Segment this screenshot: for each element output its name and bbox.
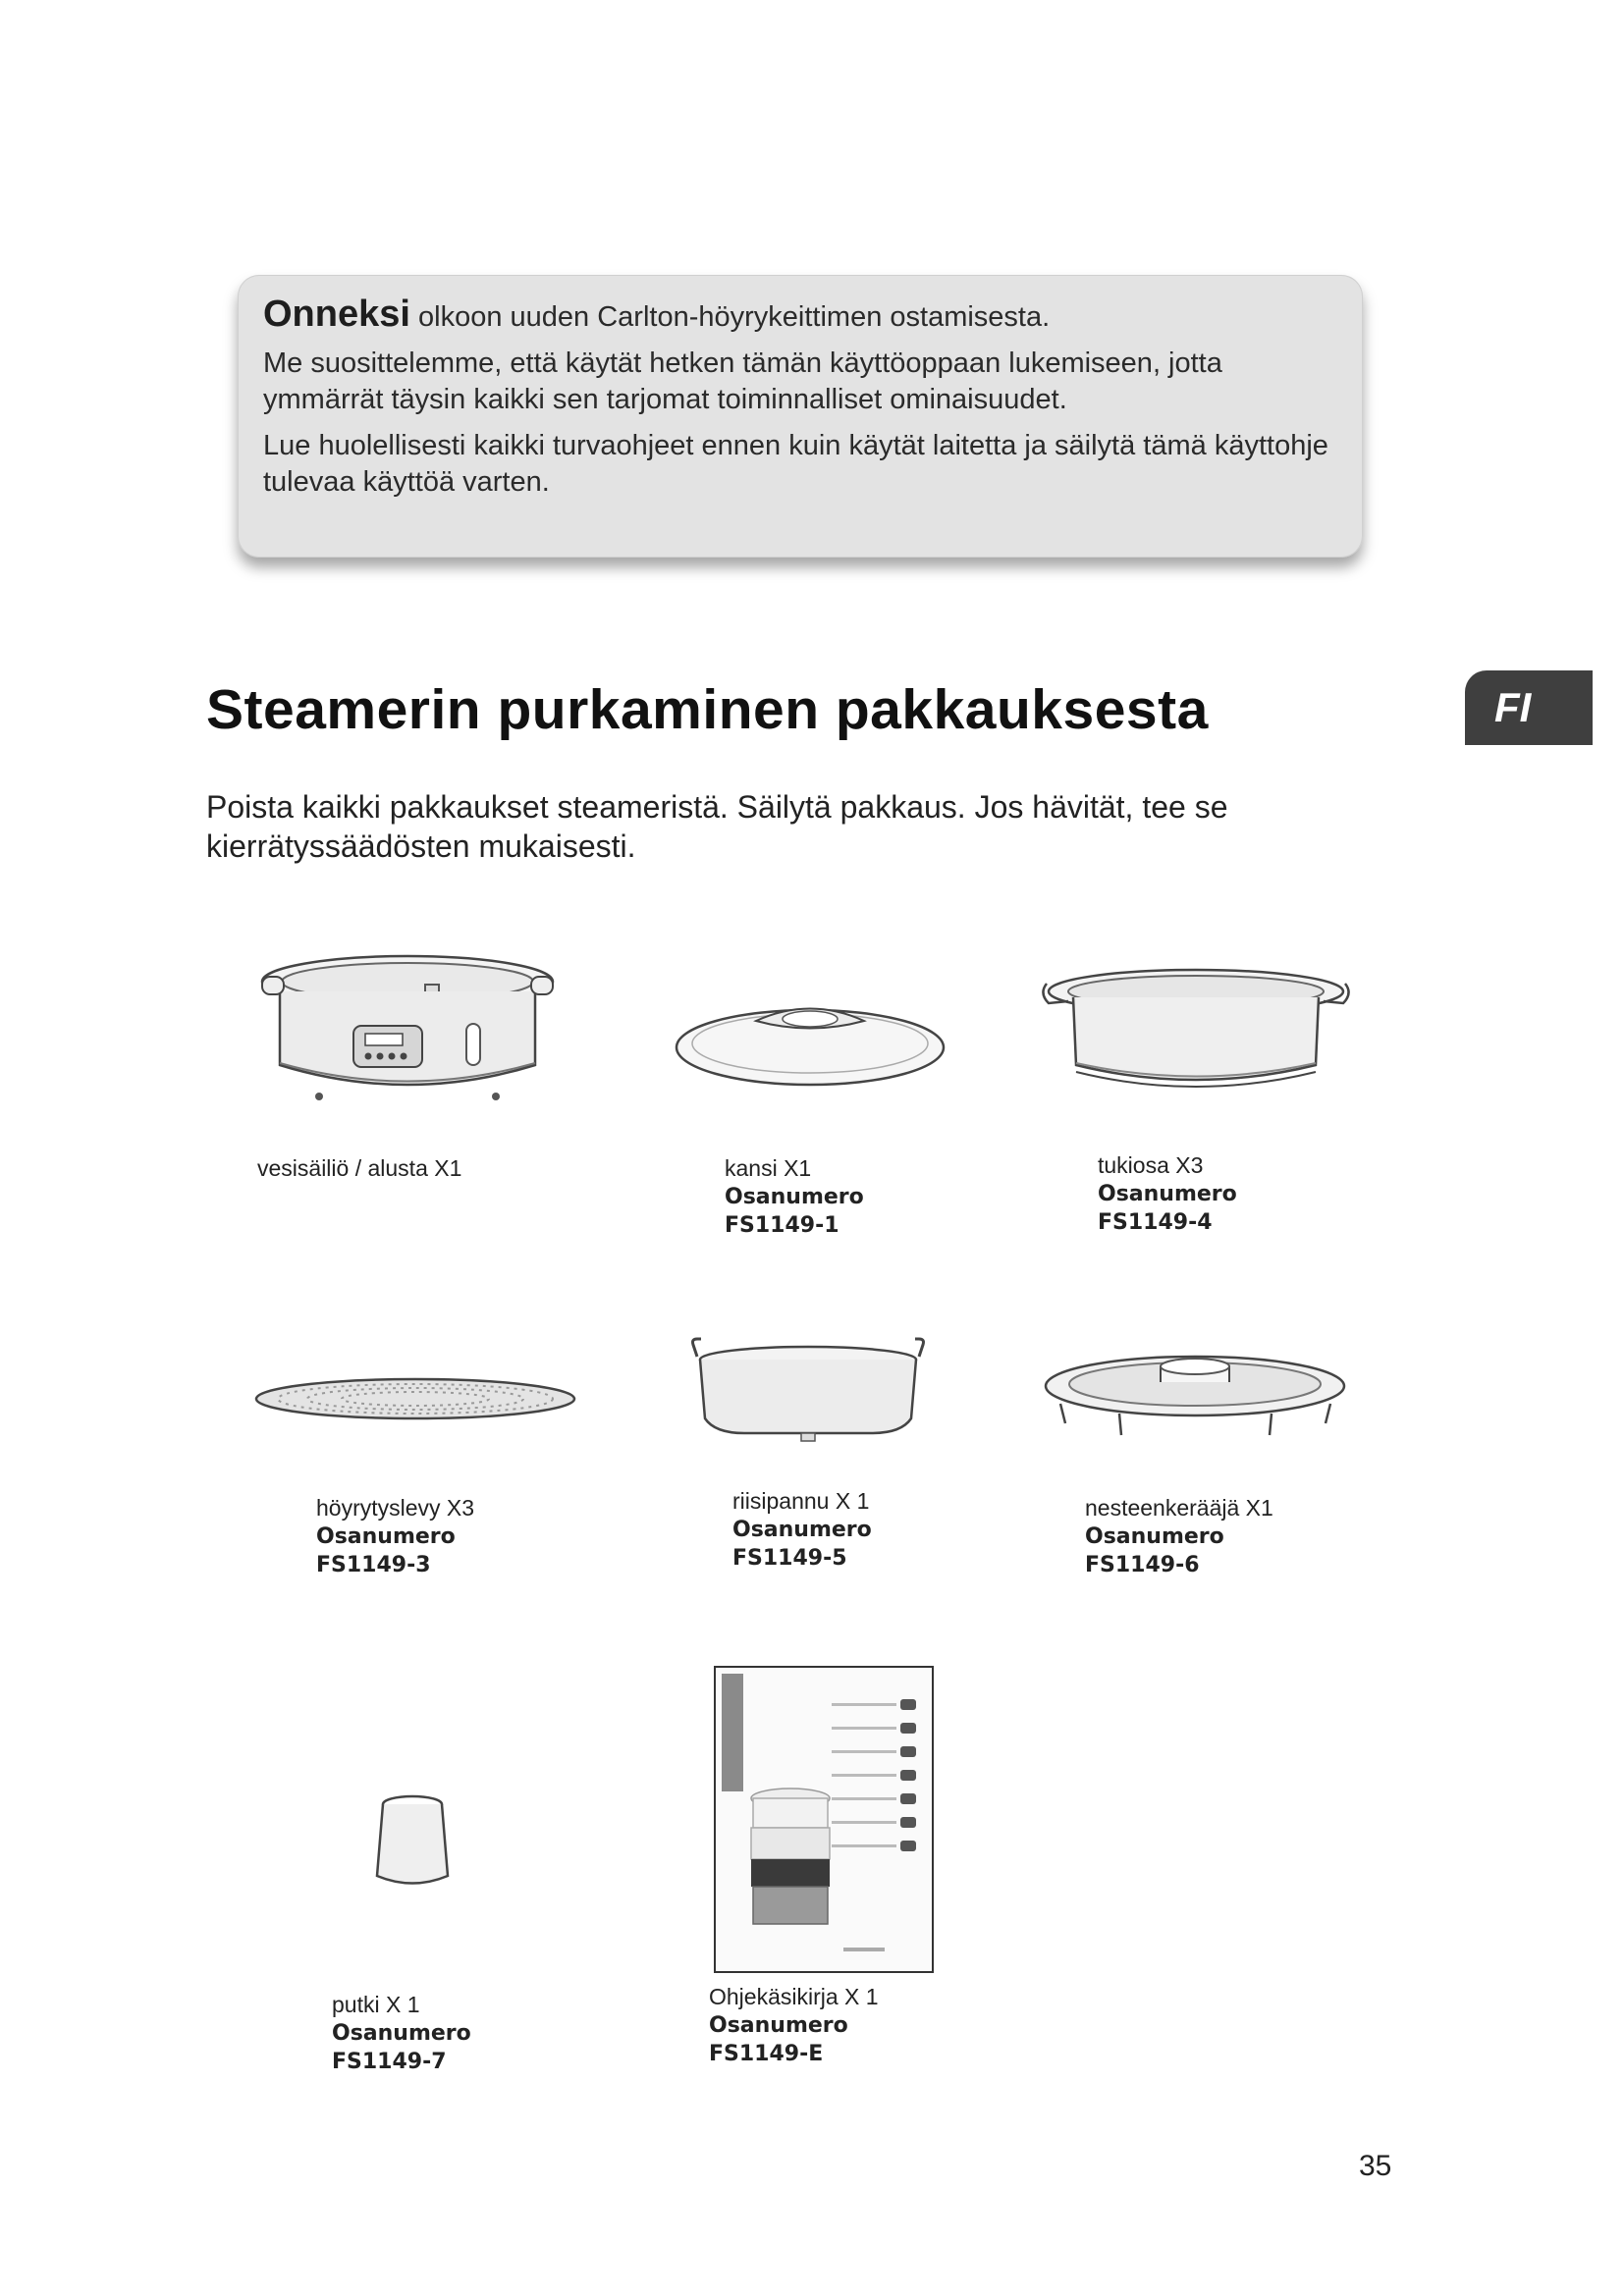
part-number-label: Osanumero <box>732 1518 872 1542</box>
page-number: 35 <box>1359 2150 1392 2182</box>
part-name: tukiosa X3 <box>1098 1152 1204 1178</box>
part-number: FS1149-6 <box>1085 1553 1200 1577</box>
intro-paragraph-2: Me suosittelemme, että käytät hetken tämän käyttöoppaan lukemiseen, jotta ymmärrät täysin kaikki sen tarjomat toiminnalliset ominaisuudet. <box>263 347 1222 415</box>
intro-lead: Onneksi <box>263 294 410 335</box>
part-number-label: Osanumero <box>709 2013 848 2038</box>
section-title: Steamerin purkaminen pakkauksesta <box>206 678 1209 741</box>
intro-lead-rest: olkoon uuden Carlton-höyrykeittimen ostamisesta. <box>409 301 1051 333</box>
intro-paragraph-1 <box>263 296 1333 336</box>
part-number-label: Osanumero <box>332 2021 471 2046</box>
intro-box <box>238 275 1363 558</box>
caption-part-6 <box>1085 1494 1273 1579</box>
caption-part-7 <box>332 1991 471 2076</box>
caption-part-2 <box>725 1154 864 1240</box>
lid-illustration <box>673 987 947 1095</box>
part-name: riisipannu X 1 <box>732 1488 870 1514</box>
manual-illustration <box>714 1666 934 1973</box>
part-name: Ohjekäsikirja X 1 <box>709 1984 879 2009</box>
steam-plate-illustration <box>253 1369 577 1428</box>
drip-tray-illustration <box>1041 1345 1350 1443</box>
part-name: vesisäiliö / alusta X1 <box>257 1155 462 1181</box>
part-name: kansi X1 <box>725 1155 812 1181</box>
part-number-label: Osanumero <box>1085 1524 1224 1549</box>
part-name: höyrytyslevy X3 <box>316 1495 475 1521</box>
support-ring-illustration <box>1039 962 1353 1099</box>
part-name: putki X 1 <box>332 1992 420 2017</box>
caption-part-4 <box>316 1494 474 1579</box>
rice-bowl-illustration <box>685 1335 931 1453</box>
part-number: FS1149-3 <box>316 1553 431 1577</box>
caption-part-1 <box>257 1154 461 1183</box>
part-name: nesteenkerääjä X1 <box>1085 1495 1273 1521</box>
part-number-label: Osanumero <box>316 1524 456 1549</box>
tube-illustration <box>373 1792 452 1891</box>
part-number-label: Osanumero <box>725 1185 864 1209</box>
part-number: FS1149-1 <box>725 1213 839 1238</box>
part-number: FS1149-4 <box>1098 1210 1213 1235</box>
intro-paragraph-3: Lue huolellisesti kaikki turvaohjeet ennen kuin käytät laitetta ja säilytä tämä käyttohje tulevaa käyttöä varten. <box>263 430 1328 498</box>
caption-part-3 <box>1098 1151 1237 1237</box>
section-text: Poista kaikki pakkaukset steameristä. Säilytä pakkaus. Jos hävität, tee se kierrätyssäädösten mukaisesti. <box>206 789 1228 864</box>
part-number: FS1149-5 <box>732 1546 847 1571</box>
caption-part-8 <box>709 1983 879 2068</box>
part-number: FS1149-E <box>709 2042 824 2066</box>
water-base-illustration <box>250 947 565 1114</box>
caption-part-5 <box>732 1487 872 1573</box>
language-tab: FI <box>1465 670 1593 745</box>
part-number-label: Osanumero <box>1098 1182 1237 1206</box>
part-number: FS1149-7 <box>332 2050 447 2074</box>
